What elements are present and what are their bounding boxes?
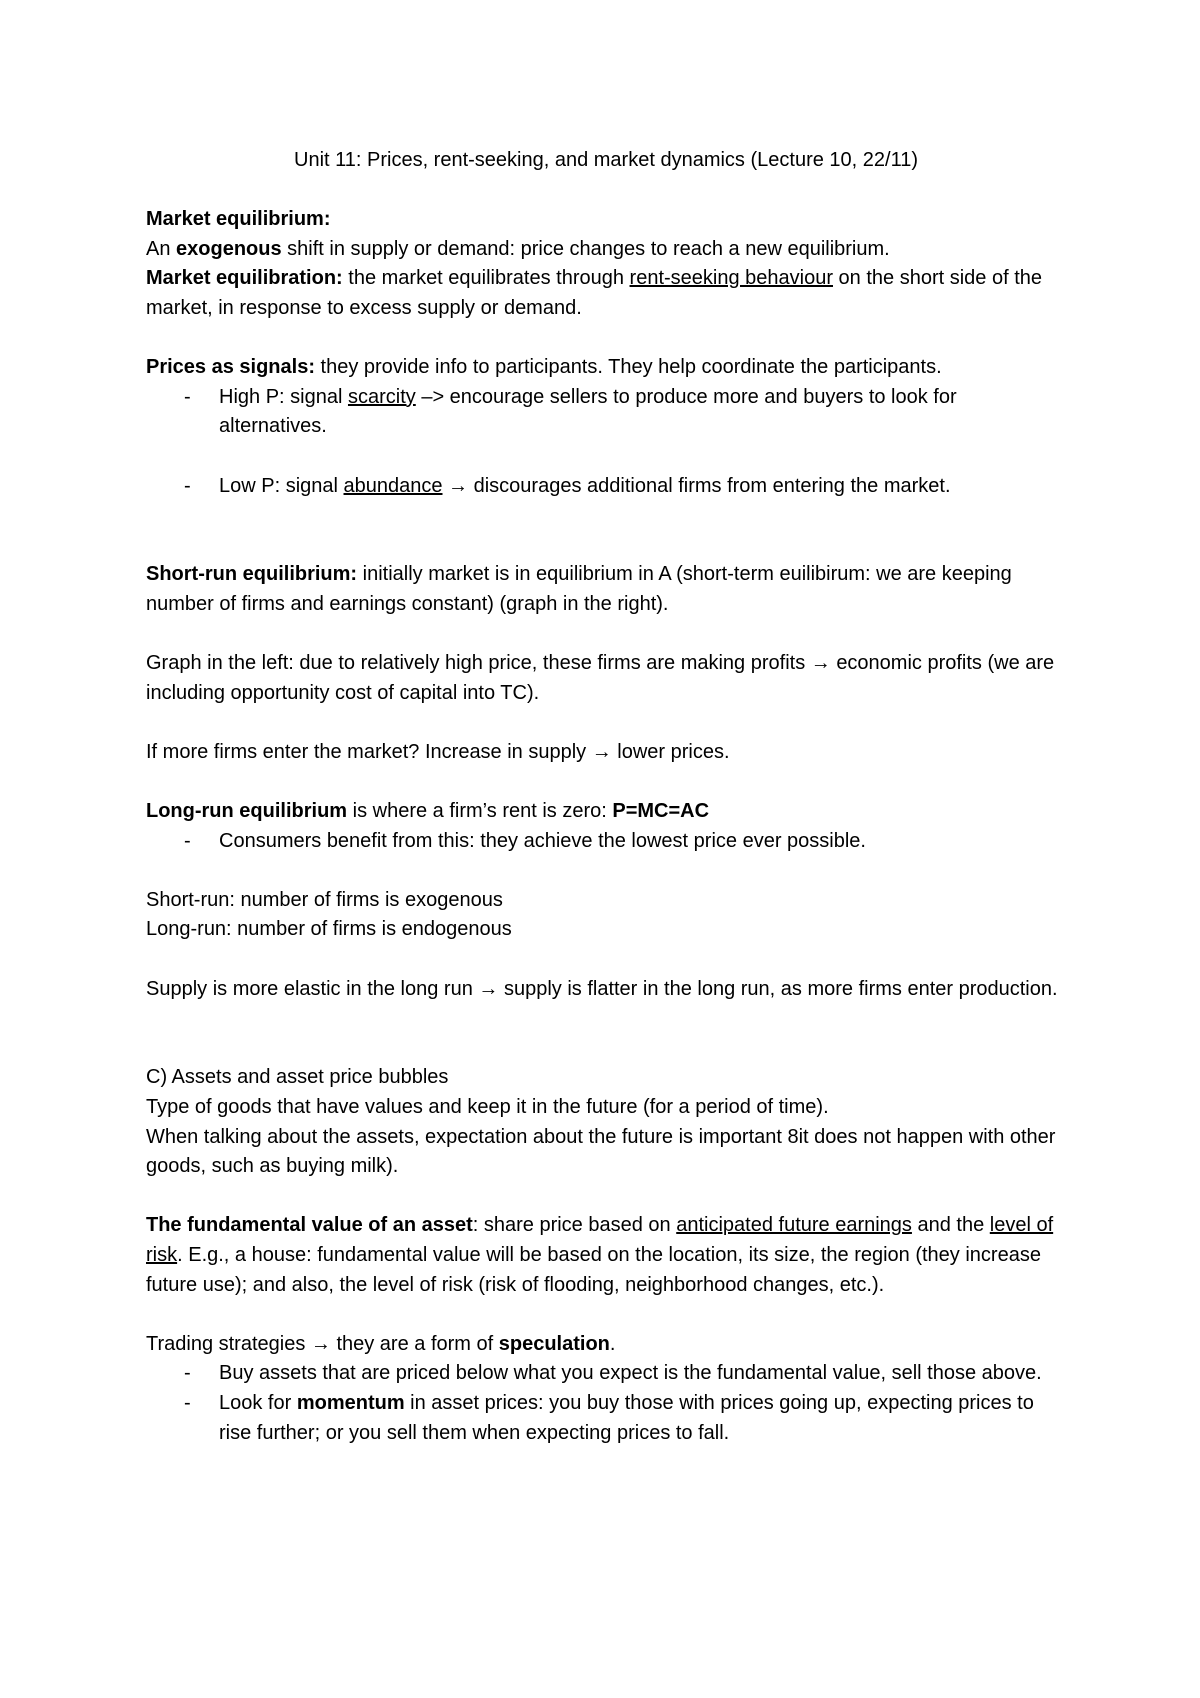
fundamental-value-paragraph: The fundamental value of an asset: share price based on anticipated future earnings and the level of risk. E.g., a house: fundamental value will be based on the location, its size, the region (they increase future use); and also, the level of risk (risk of flooding, neighborhood changes, etc.).	[146, 1214, 1054, 1296]
market-equilibrium-heading: Market equilibrium:	[146, 208, 331, 231]
list-item: - Buy assets that are priced below what you expect is the fundamental value, sell those above.	[146, 1359, 1066, 1389]
list-item: - High P: signal scarcity –> encourage sellers to produce more and buyers to look for alternatives.	[146, 383, 1066, 442]
more-firms-paragraph: If more firms enter the market? Increase in supply → lower prices.	[146, 740, 730, 763]
page-title: Unit 11: Prices, rent-seeking, and market dynamics (Lecture 10, 22/11)	[294, 149, 918, 171]
list-item: - Consumers benefit from this: they achieve the lowest price ever possible.	[146, 827, 1066, 857]
assets-heading: C) Assets and asset price bubbles	[146, 1066, 449, 1089]
short-run-paragraph: Short-run equilibrium: initially market is in equilibrium in A (short-term euilibirum: we are keeping number of firms and earnings constant) (graph in the right).	[146, 563, 1012, 615]
prices-signals-list	[146, 383, 1066, 501]
document-body	[146, 146, 1066, 1448]
assets-line2: When talking about the assets, expectation about the future is important 8it does not happen with other goods, such as buying milk).	[146, 1125, 1056, 1178]
list-item: - Low P: signal abundance → discourages additional firms from entering the market.	[146, 472, 1066, 502]
long-run-paragraph: Long-run equilibrium is where a firm’s rent is zero: P=MC=AC	[146, 800, 710, 823]
trading-strategies-line: Trading strategies → they are a form of speculation.	[146, 1332, 616, 1355]
market-equilibration-line: Market equilibration: the market equilibrates through rent-seeking behaviour on the short side of the market, in response to excess supply or demand.	[146, 267, 1043, 319]
trading-strategies-list	[146, 1359, 1066, 1448]
prices-signals-line: Prices as signals: they provide info to participants. They help coordinate the participants.	[146, 356, 942, 379]
assets-line1: Type of goods that have values and keep it in the future (for a period of time).	[146, 1096, 829, 1118]
market-equilibrium-line1: An exogenous shift in supply or demand: price changes to reach a new equilibrium.	[146, 237, 890, 260]
long-run-firms-line: Long-run: number of firms is endogenous	[146, 918, 512, 941]
short-run-firms-line: Short-run: number of firms is exogenous	[146, 888, 503, 911]
graph-left-paragraph: Graph in the left: due to relatively high price, these firms are making profits → economic profits (we are including opportunity cost of capital into TC).	[146, 652, 1055, 704]
list-item: - Look for momentum in asset prices: you buy those with prices going up, expecting prices to rise further; or you sell them when expecting prices to fall.	[146, 1389, 1066, 1448]
long-run-list	[146, 827, 1066, 857]
supply-elastic-paragraph: Supply is more elastic in the long run → supply is flatter in the long run, as more firms enter production.	[146, 977, 1058, 1000]
